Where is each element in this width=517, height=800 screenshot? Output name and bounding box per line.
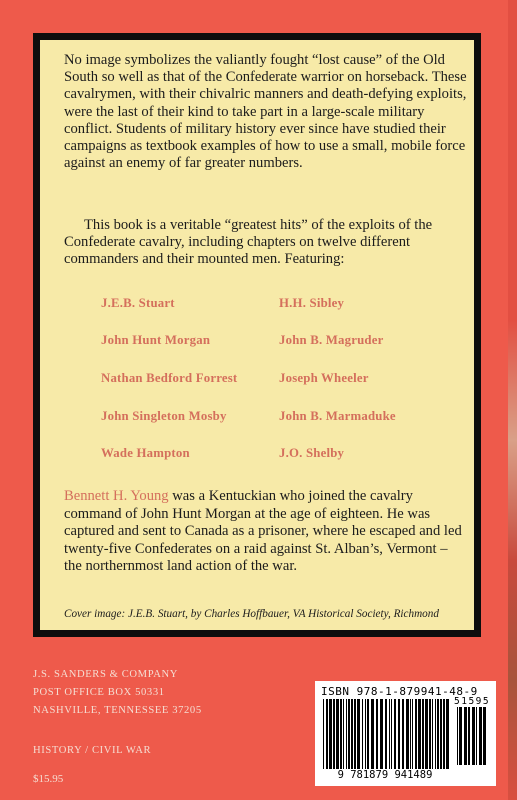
publisher-block: [33, 666, 202, 720]
publisher-address-line-1: POST OFFICE BOX 50331: [33, 687, 165, 698]
author-name: Bennett H. Young: [64, 488, 169, 504]
category-label: HISTORY / CIVIL WAR: [33, 745, 152, 756]
ean-digits: 9 781879 941489: [337, 769, 433, 781]
commander-name: H.H. Sibley: [279, 296, 345, 310]
commander-name: J.E.B. Stuart: [101, 296, 175, 310]
supplement-digits: 51595: [454, 696, 491, 707]
commander-name: Joseph Wheeler: [279, 371, 369, 385]
cover-credit: Cover image: J.E.B. Stuart, by Charles Hoffbauer, VA Historical Society, Richmond: [64, 608, 439, 620]
ean-barcode-bars: [321, 699, 451, 769]
author-bio-text: was a Kentuckian who joined the cavalry command of John Hunt Morgan at the age of eighteen. He was captured and sent to Canada as a prisoner, where he escaped and led twenty-five Confederates on a raid against St. Alban’s, Vermont – the northernmost land action of the war.: [64, 488, 462, 575]
commander-name: Wade Hampton: [101, 446, 190, 460]
commander-name: Nathan Bedford Forrest: [101, 371, 238, 385]
supplement-barcode-bars: [455, 707, 491, 765]
publisher-address-line-2: NASHVILLE, TENNESSEE 37205: [33, 705, 202, 716]
commander-name: J.O. Shelby: [279, 446, 345, 460]
commander-name: John B. Marmaduke: [279, 409, 396, 423]
isbn-text: ISBN 978-1-879941-48-9: [321, 685, 478, 698]
commander-name: John Hunt Morgan: [101, 333, 211, 347]
blurb-paragraph-2: This book is a veritable “greatest hits” of the exploits of the Confederate cavalry, including chapters on twelve different commanders and their mounted men. Featuring:: [64, 217, 433, 268]
blurb-paragraph-1: No image symbolizes the valiantly fought “lost cause” of the Old South so well as that of the Confederate warrior on horseback. These cavalrymen, with their chivalric manners and death-defying exploits, were the last of their kind to take part in a large-scale military conflict. Students of military history ever since have studied their campaigns as textbook examples of how to use a small, mobile force against an enemy of far greater numbers.: [64, 52, 467, 172]
commander-name: John B. Magruder: [279, 333, 384, 347]
isbn-barcode: [315, 681, 496, 786]
commander-name: John Singleton Mosby: [101, 409, 227, 423]
publisher-name: J.S. SANDERS & COMPANY: [33, 669, 178, 680]
spine-edge: [508, 0, 517, 800]
author-bio: [64, 488, 468, 576]
price-label: $15.95: [33, 773, 64, 785]
